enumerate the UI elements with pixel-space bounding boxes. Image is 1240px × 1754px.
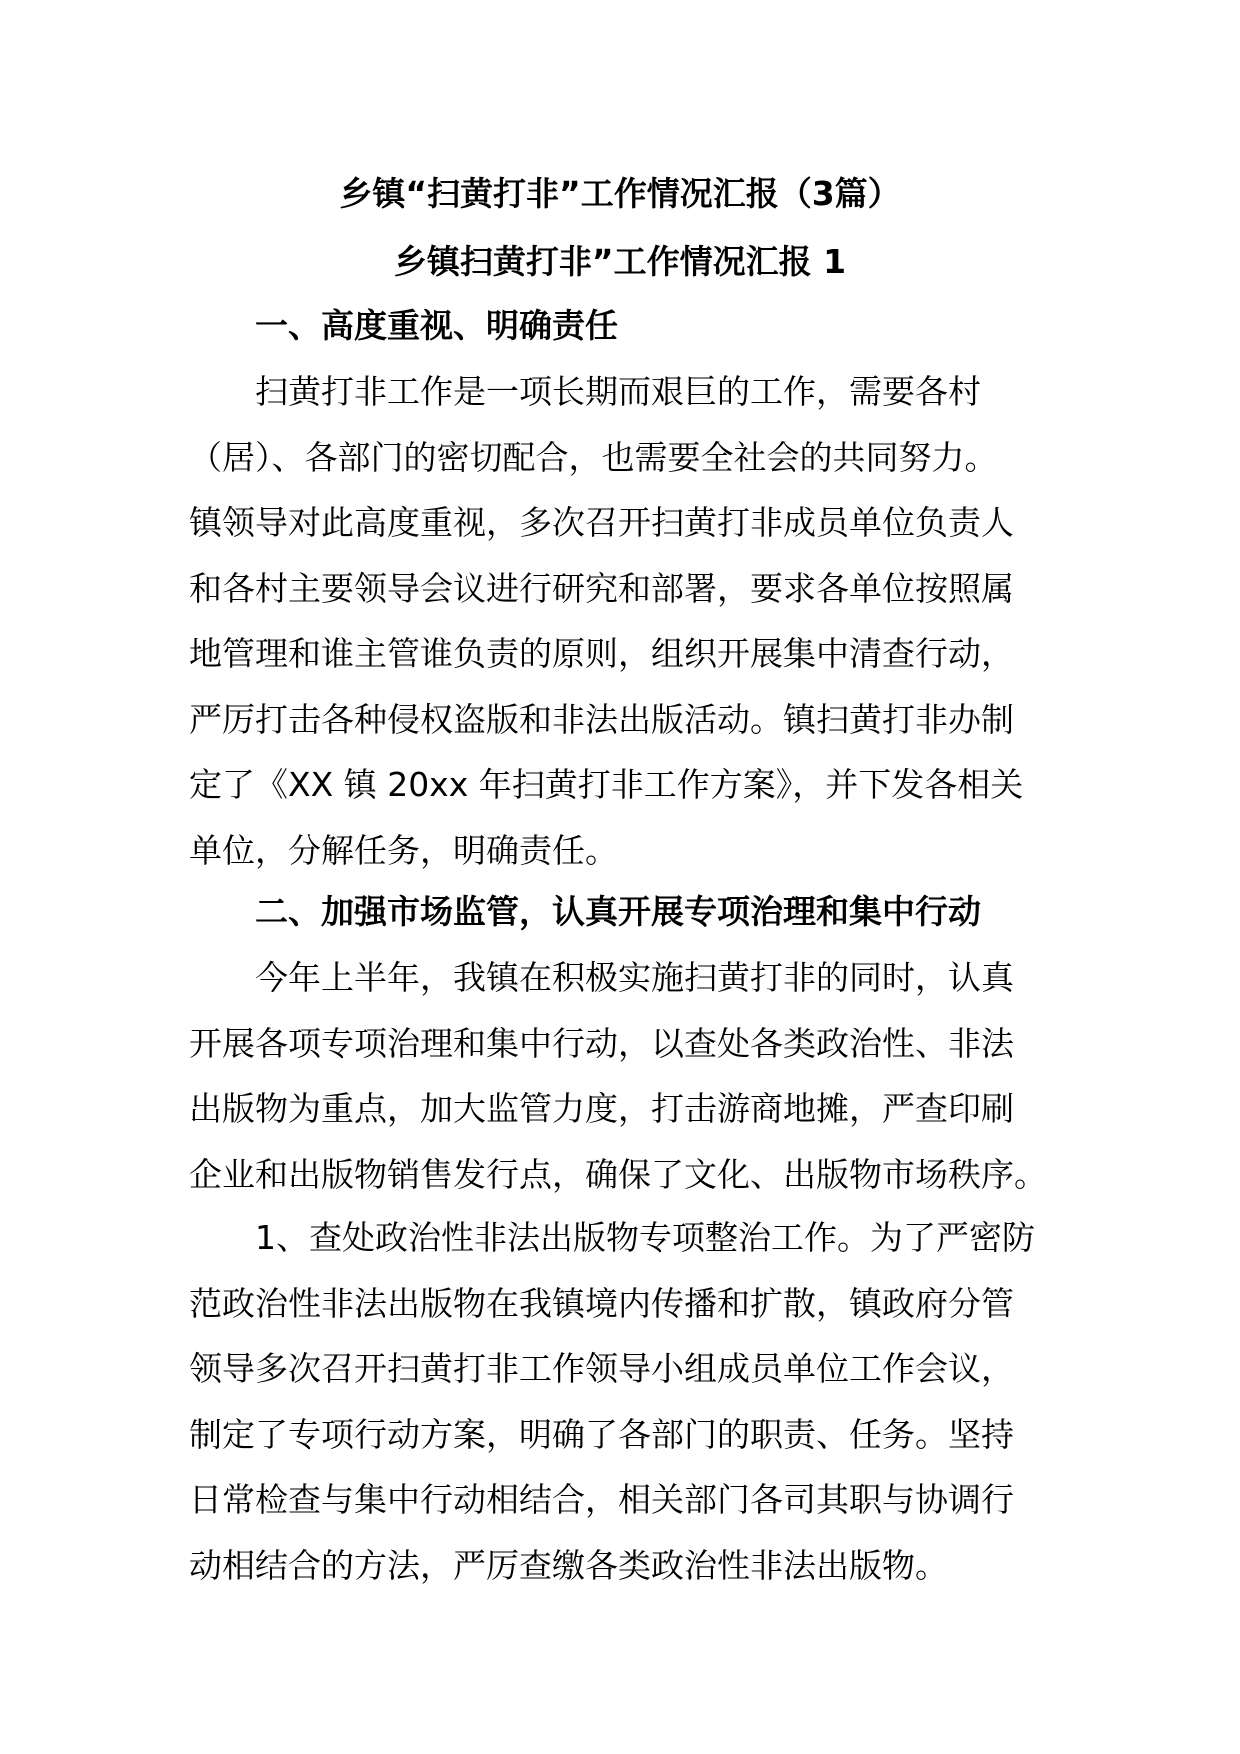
paragraph-line: 动相结合的方法，严厉查缴各类政治性非法出版物。 (189, 1545, 948, 1585)
paragraph-line: 开展各项专项治理和集中行动，以查处各类政治性、非法 (189, 1023, 1014, 1063)
paragraph-1 (189, 359, 1069, 883)
paragraph-line: 制定了专项行动方案，明确了各部门的职责、任务。坚持 (189, 1414, 1014, 1454)
paragraph-3 (189, 1205, 1069, 1598)
section-heading-2: 二、加强市场监管，认真开展专项治理和集中行动 (255, 892, 981, 931)
paragraph-line: 地管理和谁主管谁负责的原则，组织开展集中清查行动， (189, 634, 1014, 673)
paragraph-line: 1、查处政治性非法出版物专项整治工作。为了严密防 (255, 1218, 1035, 1257)
paragraph-line: 严厉打击各种侵权盗版和非法出版活动。镇扫黄打非办制 (189, 699, 1014, 739)
paragraph-line: 日常检查与集中行动相结合，相关部门各司其职与协调行 (189, 1480, 1014, 1519)
paragraph-line: 今年上半年，我镇在积极实施扫黄打非的同时，认真 (255, 958, 1014, 997)
paragraph-line: 范政治性非法出版物在我镇境内传播和扩散，镇政府分管 (189, 1283, 1014, 1323)
paragraph-line: 出版物为重点，加大监管力度，打击游商地摊，严查印刷 (189, 1089, 1014, 1128)
paragraph-line: 扫黄打非工作是一项长期而艰巨的工作，需要各村 (255, 372, 981, 411)
paragraph-line: 领导多次召开扫黄打非工作领导小组成员单位工作会议， (189, 1349, 1014, 1388)
paragraph-line: 和各村主要领导会议进行研究和部署，要求各单位按照属 (189, 568, 1014, 608)
paragraph-line: 定了《XX 镇 20xx 年扫黄打非工作方案》，并下发各相关 (189, 765, 1024, 804)
paragraph-line: 单位，分解任务，明确责任。 (189, 830, 618, 870)
paragraph-2 (189, 945, 1069, 1207)
document-subtitle: 乡镇扫黄打非”工作情况汇报 1 (393, 242, 847, 281)
paragraph-line: 企业和出版物销售发行点，确保了文化、出版物市场秩序。 (189, 1154, 1047, 1194)
paragraph-line: 镇领导对此高度重视，多次召开扫黄打非成员单位负责人 (189, 503, 1014, 542)
section-heading-1: 一、高度重视、明确责任 (255, 306, 618, 345)
paragraph-line: （居）、各部门的密切配合，也需要全社会的共同努力。 (189, 437, 998, 477)
document-title: 乡镇“扫黄打非”工作情况汇报（3篇） (339, 174, 901, 213)
